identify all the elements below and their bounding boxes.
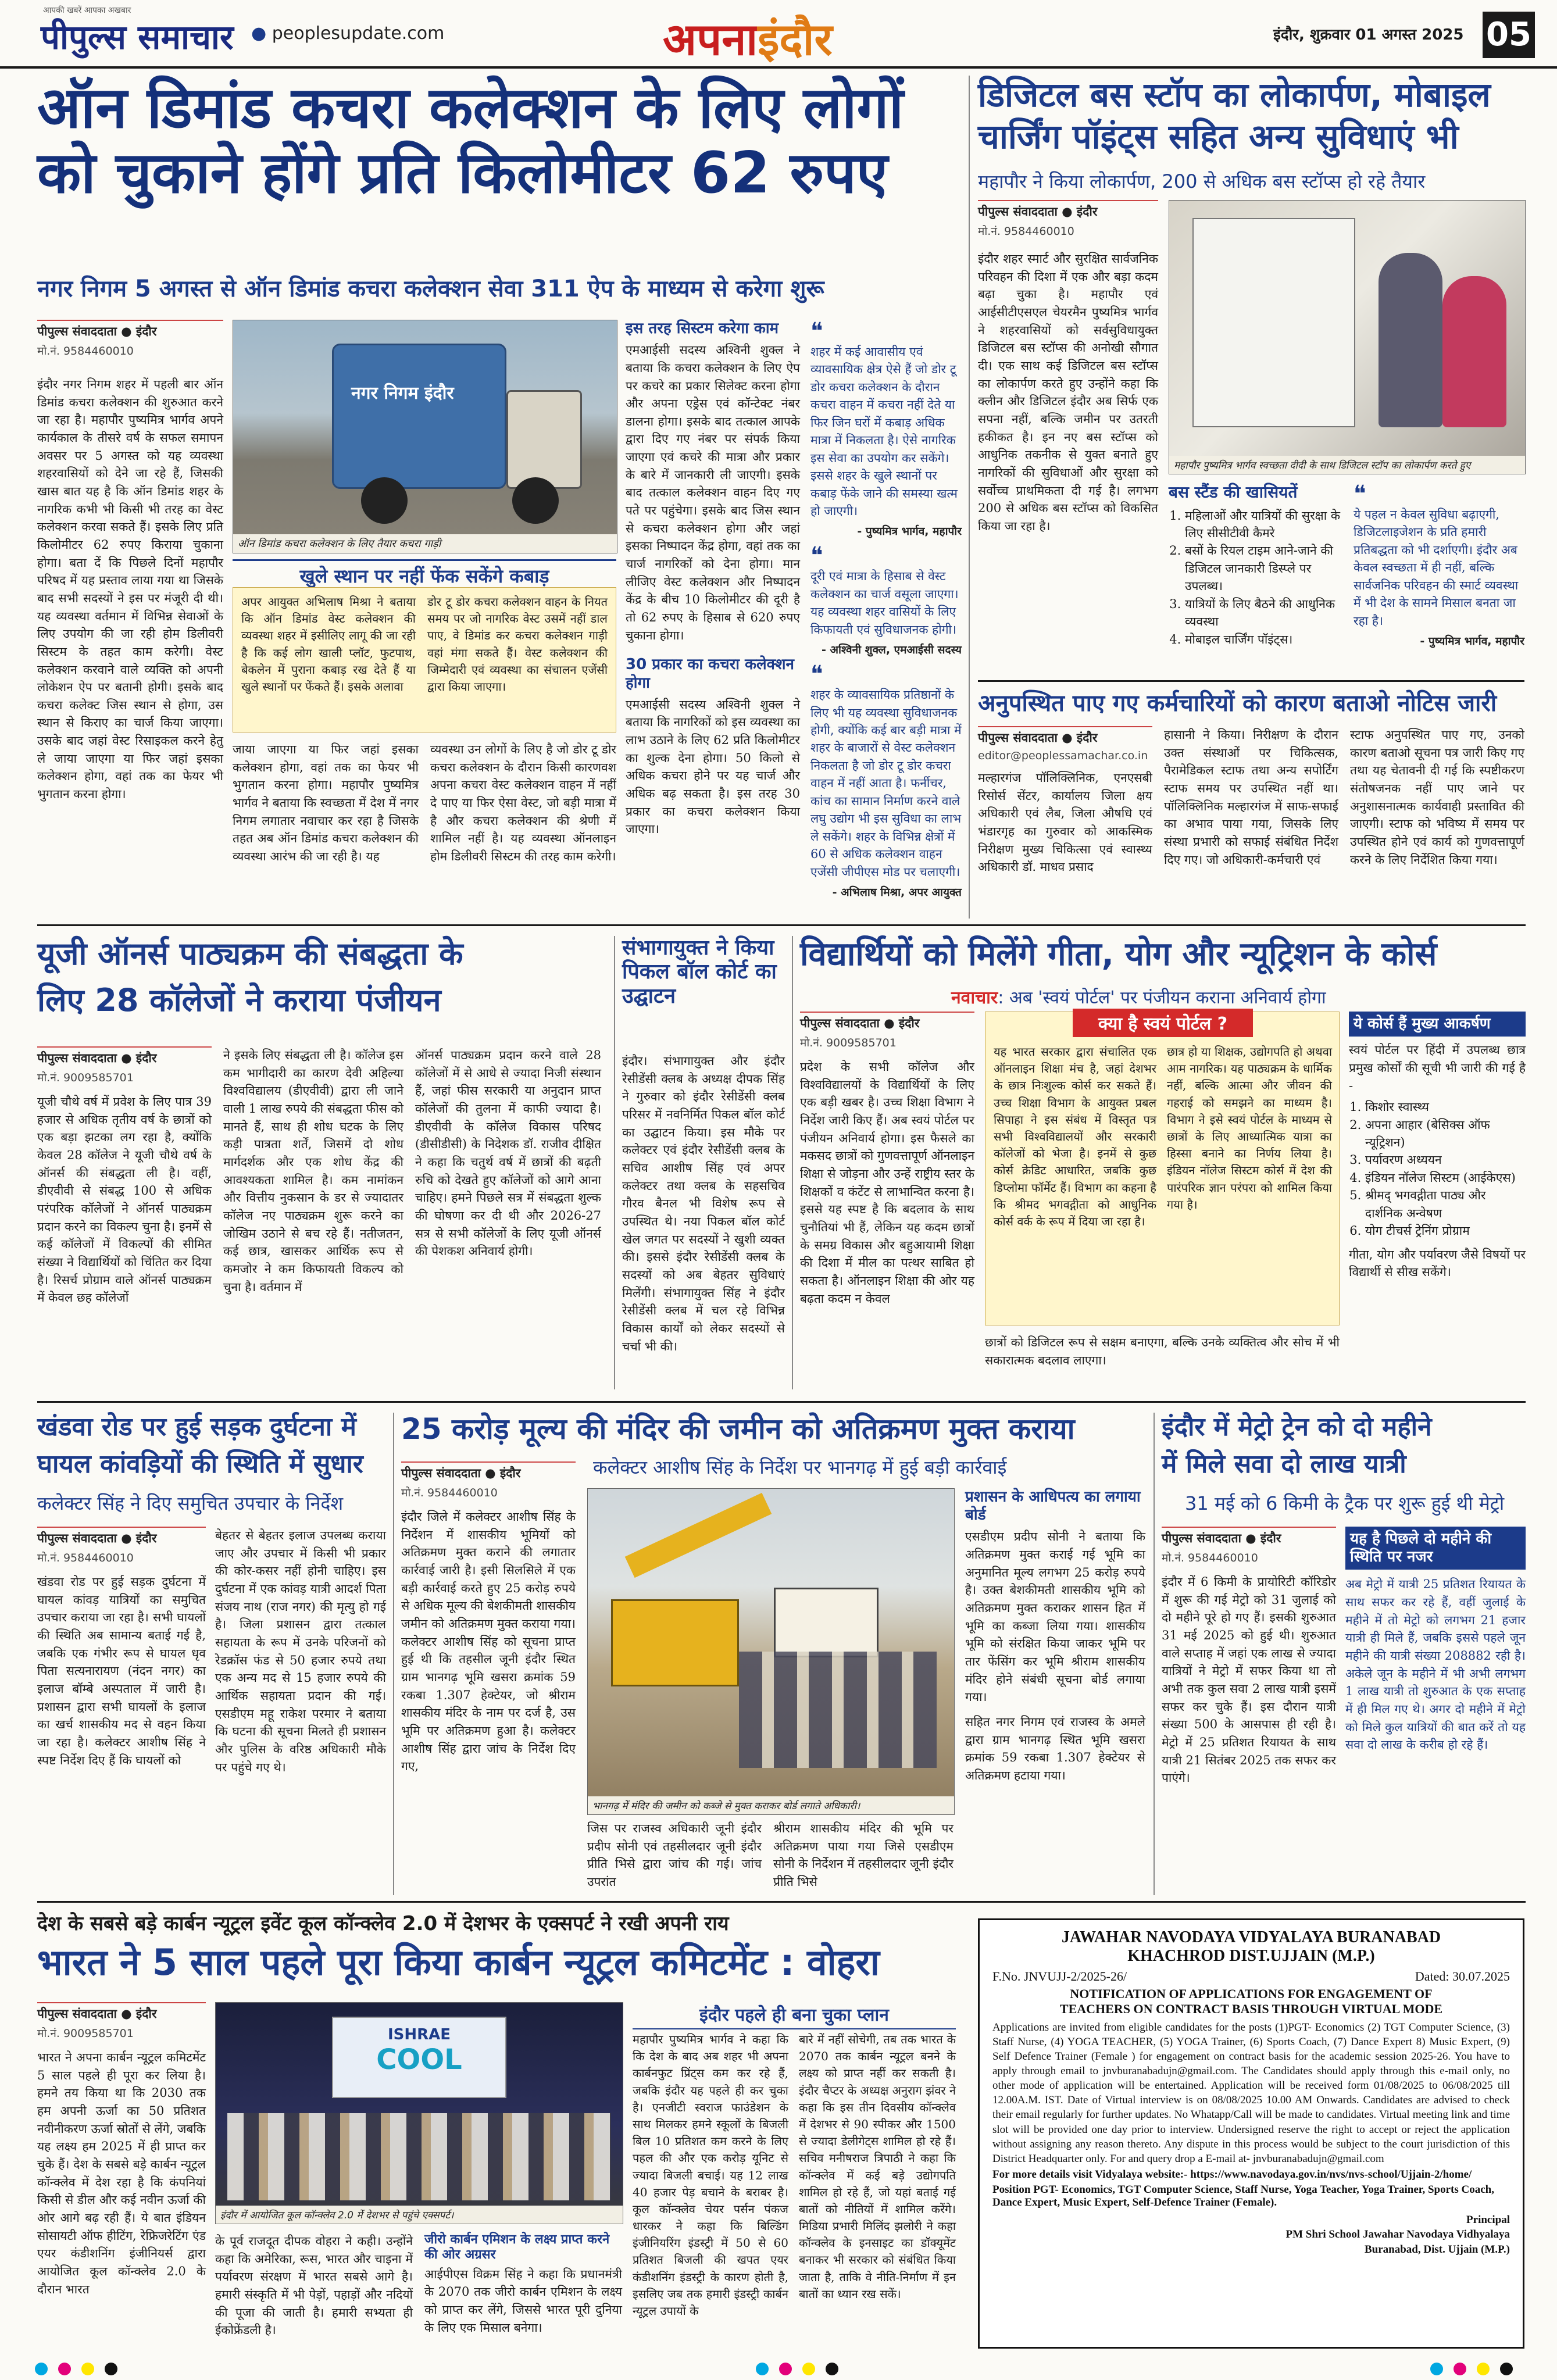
swayam-col2: छात्र हो या शिक्षक, उद्योगपति हो अथवा आम नागरिक। यह पाठ्यक्रम के धार्मिक नहीं, बल्कि आत्मा और जीवन की गहराई को समझने का माध्यम है। विभाग ने इसे स्वयं पोर्टल के माध्यम से छात्रों के लिए आध्यात्मिक यात्रा का हिस्सा बनाने का निर्णय लिया है। इंडियन नॉलेज सिस्टम कोर्स में देश की पारंपरिक ज्ञान परंपरा को शामिल किया गया है। <box>1167 1045 1332 1212</box>
registration-mark-cyan <box>1430 2363 1443 2375</box>
notice-title-line2: KHACHROD DIST.UJJAIN (M.P.) <box>1127 1947 1375 1965</box>
carbon-kicker: देश के सबसे बड़े कार्बन न्यूट्रल इवेंट कूल कॉन्क्लेव 2.0 में देशभर के एक्सपर्ट ने रखी अपनी राय <box>37 1912 729 1935</box>
excavator-body <box>611 1599 739 1686</box>
notice-title-line1: JAWAHAR NAVODAYA VIDYALAYA BURANABAD <box>1061 1928 1441 1946</box>
students-col2: छात्रों को डिजिटल रूप से सक्षम बनाएगा, बल्कि उनके व्यक्तित्व और सोच में भी सकारात्मक बदलाव लाएगा। <box>985 1335 1340 1367</box>
registration-mark-yellow <box>802 2363 815 2375</box>
absent-col2: हासानी ने किया। निरीक्षण के दौरान उक्त संस्थाओं पर चिकित्सक, पैरामेडिकल स्टाफ तथा अन्य सपोर्टिंग स्टाफ समय पर उपस्थित नहीं था। पॉलिक्लिनिक मल्हारगंज में साफ-सफाई का अभाव पाया गया, जिसके लिए संस्था प्रभारी को सफाई संबंधित निर्देश दिए गए। जो अधिकारी-कर्मचारी एवं <box>1164 728 1338 867</box>
plan-box-title: इंदौर पहले ही बना चुका प्लान <box>633 2002 956 2029</box>
lead-byline: पीपुल्स संवाददाता ● इंदौर <box>37 320 223 340</box>
column-divider <box>1154 1413 1155 1895</box>
courses-list <box>1349 1098 1526 1240</box>
column-divider <box>393 1413 394 1895</box>
temple-foot1: जिस पर राजस्व अधिकारी जूनी इंदौर प्रदीप सोनी एवं तहसीलदार जूनी इंदौर प्रीति भिसे द्वारा जांच की गई। जांच उपरांत <box>587 1821 762 1889</box>
metro-col1: पीपुल्स संवाददाता ● इंदौर मो.नं. 9584460010 इंदौर में 6 किमी के प्रायोरिटी कॉरिडोर में शुरू की गई मेट्रो को 31 जुलाई को दो महीने पूरे हो गए हैं। इसकी शुरुआत 31 मई 2025 को हुई थी। शुरुआत वाले सप्ताह में जहां एक लाख से ज्यादा यात्रियों ने मेट्रो में सफर किया था तो अभी तक कुल सवा 2 लाख यात्री इसमें सफर कर चुके हैं। इस दौरान यात्री संख्या 500 के आसपास ही रही है। मेट्रो में 25 प्रतिशत रियायत के साथ यात्री 21 सितंबर 2025 तक सफर कर पाएंगे। <box>1162 1527 1336 1895</box>
section-title <box>663 8 833 68</box>
mayor-figure <box>1379 253 1442 427</box>
bus-feature-item: 1. महिलाओं और यात्रियों की सुरक्षा के लिए सीसीटीवी कैमरे <box>1185 507 1343 542</box>
column-divider <box>969 76 970 919</box>
truck-cab <box>506 390 582 489</box>
metro-headline-line2: में मिले सवा दो लाख यात्री <box>1162 1449 1406 1479</box>
column-divider <box>792 936 793 1389</box>
swayam-box <box>985 1012 1340 1325</box>
course-item: 2. अपना आहार (बेसिक्स ऑफ न्यूट्रिशन) <box>1365 1116 1526 1152</box>
bus-features <box>1169 483 1343 657</box>
ug-story <box>37 936 607 1395</box>
temple-photo <box>587 1488 955 1815</box>
courses-outro: गीता, योग और पर्यावरण जैसे विषयों पर विद्यार्थी से सीख सकेंगे। <box>1349 1247 1526 1280</box>
temple-side: प्रशासन के आधिपत्य का लगाया बोर्ड एसडीएम प्रदीप सोनी ने बताया कि अतिक्रमण मुक्त कराई गई भूमि का अनुमानित मूल्य लगभग 25 करोड़ रुपये है। उक्त बेशकीमती शासकीय भूमि को अतिक्रमण मुक्त कराकर शासन हित में भूमि का कब्जा लिया गया। शासकीय भूमि को संरक्षित किया जाकर भूमि पर तार फेंसिंग कर भूमि श्रीराम शासकीय मंदिर होने संबंधी सूचना बोर्ड लगाया गया। सहित नगर निगम एवं राजस्व के अमले द्वारा ग्राम भानगढ़ स्थित भूमि खसरा क्रमांक 59 रकबा 1.307 हेक्टेयर से अतिक्रमण हटाया गया। <box>965 1488 1145 1782</box>
lead-quote-commissioner: शहर के व्यावसायिक प्रतिष्ठानों के लिए भी यह व्यवस्था सुविधाजनक होगी, क्योंकि कई बार बड़ी मात्रा में शहर के बाजारों से वेस्ट कलेक्शन निकलता है जो डोर टू डोर कचरा वाहन में नहीं आता है। फर्नीचर, कांच का सामान निर्माण करने वाले लघु उद्योग भी इस सुविधा का लाभ ले सकेंगे। शहर के विभिन्न क्षेत्रों में 60 से अधिक कलेक्शन वाहन एजेंसी जीपीएस मोड पर चलाएगी। <box>810 688 962 879</box>
temple-col1: पीपुल्स संवाददाता ● इंदौर मो.नं. 9584460010 इंदौर जिले में कलेक्टर आशीष सिंह के निर्देशन में शासकीय भूमियों को अतिक्रमण मुक्त कराने की लगातार कार्रवाई जारी है। इसी सिलसिले में एक बड़ी कार्रवाई करते हुए 25 करोड़ रुपये से अधिक मूल्य की बेशकीमती शासकीय जमीन को अतिक्रमण मुक्त कराया गया। कलेक्टर आशीष सिंह को सूचना प्राप्त हुई थी कि तहसील जूनी इंदौर स्थित ग्राम भानगढ़ भूमि खसरा क्रमांक 59 रकबा 1.307 हेक्टेयर, जो श्रीराम शासकीय मंदिर के नाम पर दर्ज है, उस भूमि पर अतिक्रमण हुआ है। कलेक्टर आशीष सिंह द्वारा जांच के निर्देश दिए गए, <box>401 1461 576 1810</box>
registration-mark-cyan <box>35 2363 48 2375</box>
course-item: 4. इंडियन नॉलेज सिस्टम (आईकेएस) <box>1365 1169 1526 1187</box>
absent-story <box>978 680 1524 919</box>
ug-col1: पीपुल्स संवाददाता ● इंदौर मो.नं. 9009585701 यूजी चौथे वर्ष में प्रवेश के लिए पात्र 39 हजार से अधिक तृतीय वर्ष के छात्रों को एक बड़ा झटका लग रहा है, क्योंकि केवल 28 कॉलेज ने यूजी चौथे वर्ष के ऑनर्स की संबद्धता ली है। वहीं, डीएवीवी से संबद्ध 100 से अधिक परंपरिक कॉलेजों ने ऑनर्स पाठ्यक्रम प्रदान करने का विकल्प चुना है। इनमें से कई कॉलेजों में विकल्पों की सीमित संख्या ने विद्यार्थियों को चिंतित कर दिया है। रिसर्च प्रोग्राम वाले ऑनर्स पाठ्यक्रम में केवल छह कॉलेजों <box>37 1046 212 1395</box>
globe-icon: ● <box>251 23 267 44</box>
truck-text: नगर निगम इंदौर <box>351 383 454 403</box>
absent-headline: अनुपस्थित पाए गए कर्मचारियों को कारण बताओ नोटिस जारी <box>978 690 1497 717</box>
lead-quote-mayor-by: - पुष्यमित्र भार्गव, महापौर <box>857 525 962 538</box>
bus-headline-line2: चार्जिंग पॉइंट्स सहित अन्य सुविधाएं भी <box>978 117 1459 156</box>
carbon-col1: पीपुल्स संवाददाता ● इंदौर मो.नं. 9009585701 भारत ने अपना कार्बन न्यूट्रल कमिटमेंट 5 साल पहले ही पूरा कर लिया है। हमने तय किया था कि 2030 तक हम अपनी ऊर्जा का 50 प्रतिशत नवीनीकरण ऊर्जा स्रोतों से लेंगे, जबकि यह लक्ष्य हम 2025 में ही प्राप्त कर चुके हैं। देश के सबसे बड़े कार्बन न्यूट्रल कॉन्क्लेव में देश रहा है कि कंपनियां किसी से डील और कई नवीन ऊर्जा की ओर आगे बढ़ रही हैं। ये बात इंडियन सोसायटी ऑफ हीटिंग, रेफ्रिजरेटिंग एंड एयर कंडीशनिंग इंजीनियर्स द्वारा आयोजित कूल कॉन्क्लेव 2.0 के दौरान भारत <box>37 2002 206 2351</box>
bus-photo <box>1169 200 1526 474</box>
carbon-photo-caption: इंदौर में आयोजित कूल कॉन्क्लेव 2.0 में देशभर से पहुंचे एक्सपर्ट। <box>216 2206 623 2224</box>
registration-mark-magenta <box>58 2363 71 2375</box>
column-divider <box>614 936 615 1389</box>
notice-signature <box>992 2213 1510 2257</box>
lead-photo <box>233 320 617 553</box>
lead-box-col1: अपर आयुक्त अभिलाष मिश्रा ने बताया कि ऑन डिमांड वेस्ट कलेक्शन की व्यवस्था शहर में इसीलिए लागू की जा रही है कि कई लोग खाली प्लॉट, फुटपाथ, बेकलेन में पुराना कबाड़ रख देते हैं या खुले स्थानों पर फेंकते हैं। इसके अलावा <box>241 595 416 694</box>
signboard <box>774 1588 879 1657</box>
carbon-headline: भारत ने 5 साल पहले पूरा किया कार्बन न्यूट्रल कमिटमेंट : वोहरा <box>37 1941 880 1984</box>
woman-figure <box>1442 276 1506 427</box>
lead-quotes <box>810 320 962 901</box>
bus-feature-item: 2. बसों के रियल टाइम आने-जाने की डिजिटल जानकारी डिस्प्ले पर उपलब्ध। <box>1185 542 1343 595</box>
lead-col1-text: इंदौर नगर निगम शहर में पहली बार ऑन डिमांड कचरा कलेक्शन की शुरुआत करने जा रहा है। महापौर पुष्यमित्र भार्गव अपने कार्यकाल के तीसरे वर्ष के सफल समापन अवसर पर 5 अगस्त को यह व्यवस्था शहरवासियों को देने जा रहे हैं, जिसकी खास बात यह है कि ऑन डिमांड शहर के नागरिक कभी भी किसी भी तरह का वेस्ट कलेक्शन करवा सकते हैं। इसके लिए प्रति किलोमीटर 62 रुपए किराया चुकाना होगा। बता दें कि पिछले दिनों महापौर परिषद में यह प्रस्ताव लाया गया था जिसके बाद सभी सदस्यों ने इस पर मंजूरी दी थी। यह व्यवस्था वर्तमान में विभिन्न सेवाओं के लिए उपयोग की जा रही होम डिलीवरी सिस्टम के तहत काम करेगी। वेस्ट कलेक्शन करवाने वाले व्यक्ति को अपनी लोकेशन ऐप पर बतानी होगी। इसके बाद कचरा कलेक्ट जिस स्थान से होगा, उस स्थान से किराए का चार्ज किया जाएगा। उसके बाद जहां वेस्ट रिसाइकल करने हेतु ले जाया जाएगा या फिर जहां इसका कलेक्शन होगा, वहां तक का फेयर भी भुगतान करना होगा। <box>37 377 223 802</box>
lead-col4 <box>626 320 800 901</box>
notice-sign-school: PM Shri School Jawahar Navodaya Vidhyalaya <box>1285 2228 1510 2241</box>
paper-logo: पीपुल्स समाचार <box>41 17 234 57</box>
absent-email: editor@peoplessamachar.co.in <box>978 749 1148 762</box>
course-item: 3. पर्यावरण अध्ययन <box>1365 1151 1526 1168</box>
courses-intro: स्वयं पोर्टल पर हिंदी में उपलब्ध छात्र प्रमुख कोर्सों की सूची भी जारी की गई है - <box>1349 1043 1526 1093</box>
lead-headline-line1: ऑन डिमांड कचरा कलेक्शन के लिए लोगों <box>37 75 904 141</box>
temple-story <box>401 1413 1145 1895</box>
section-rule <box>37 924 1526 926</box>
lead-quote-commissioner-by: - अभिलाष मिश्रा, अपर आयुक्त <box>832 885 962 899</box>
swayam-box-title: क्या है स्वयं पोर्टल ? <box>1073 1009 1253 1037</box>
jnv-notice <box>978 1918 1524 2349</box>
dignitaries-row <box>227 2113 611 2200</box>
course-item: 5. श्रीमद् भगवद्गीता पाठ्य और दार्शनिक अन्वेषण <box>1365 1187 1526 1222</box>
stage-brand: ISHRAE <box>387 2026 451 2043</box>
stage-screen <box>332 2017 506 2098</box>
khandwa-col2: बेहतर से बेहतर इलाज उपलब्ध कराया जाए और उपचार में किसी भी प्रकार की कोर-कसर नहीं होनी चाहिए। इस दुर्घटना में एक कांवड़ यात्री आदर्श पिता संजय नाथ (राज नगर) की मृत्यु हो गई है। जिला प्रशासन द्वारा तत्काल सहायता के रूप में उनके परिजनों को रेडक्रॉस फंड से 50 हजार रुपये तथा एक अन्य मद से 15 हजार रुपये की आर्थिक सहायता प्रदान की गई। एसडीएम महू राकेश परमार ने बताया कि घटना की सूचना मिलते ही प्रशासन और पुलिस के वरिष्ठ अधिकारी मौके पर पहुंचे गए थे। <box>215 1528 386 1774</box>
course-item: 6. योग टीचर्स ट्रेनिंग प्रोग्राम <box>1365 1222 1526 1239</box>
registration-mark-yellow <box>1477 2363 1490 2375</box>
lead-photo-caption: ऑन डिमांड कचरा कलेक्शन के लिए तैयार कचरा गाड़ी <box>233 534 617 553</box>
pickle-text-col: इंदौर। संभागायुक्त और इंदौर रेसीडेंसी क्लब के अध्यक्ष दीपक सिंह ने गुरुवार को इंदौर रेसीडेंसी क्लब परिसर में नवनिर्मित पिकल बॉल कोर्ट का उद्घाटन किया। इस मौके पर कलेक्टर एवं इंदौर रेसीडेंसी क्लब के सचिव आशीष सिंह एवं अपर कलेक्टर तथा क्लब के सहसचिव गौरव बैनल भी विशेष रूप से उपस्थित थे। नया पिकल बॉल कोर्ट खेल जगत पर सदस्यों ने खुशी व्यक्त की। इससे इंदौर रेसीडेंसी क्लब के सदस्यों को अब बेहतर सुविधाएं मिलेंगी। संभागायुक्त सिंह ने इंदौर रेसीडेंसी क्लब में चल रहे विभिन्न विकास कार्यों को लेकर सदस्यों से चर्चा भी की। <box>622 1054 785 1353</box>
website-text: peoplesupdate.com <box>272 23 445 44</box>
section-title-part2: इंदौर <box>758 13 833 65</box>
lead-mobile: मो.नं. 9584460010 <box>37 345 134 358</box>
page-number: 05 <box>1483 12 1535 58</box>
carbon-photo <box>215 2002 623 2224</box>
plan-col2: बारे में नहीं सोचेगी, तब तक भारत के 2070 तक कार्बन न्यूट्रल बनने के लक्ष्य को प्राप्त नहीं कर सकती है। इंदौर चैप्टर के अध्यक्ष अनुराग झंवर ने कहा कि इस तीन दिवसीय कॉन्क्लेव में देशभर से 90 स्पीकर और 1500 से ज्यादा डेलीगेट्स शामिल हो रहे हैं। सचिव मनीषराज त्रिपाठी ने कहा कि कॉन्क्लेव में कई बड़े उद्योगपति शामिल हो रहे हैं, जो यहां बताई गई बातों को नीतियों में शामिल करेंगे। मिडिया प्रभारी मिलिंद झलोरी ने कहा कॉन्क्लेव के इनसाइट का डॉक्यूमेंट बनाकर भी सरकार को संबंधित किया जाता है, ताकि वे नीति-निर्माण में इन बातों का ध्यान रख सकें। <box>799 2032 956 2301</box>
swayam-col1: यह भारत सरकार द्वारा संचालित एक ऑनलाइन शिक्षा मंच है, जहां देशभर के छात्र निःशुल्क कोर्स कर सकते हैं। उच्च शिक्षा विभाग के आयुक्त प्रबल सिपाहा ने इस संबंध में विस्तृत पत्र सभी विश्वविद्यालयों और सरकारी कॉलेजों को भेजा है। इनमें से कुछ कोर्स क्रेडिट आधारित, जबकि कुछ डिप्लोमा फॉर्मेट हैं। विभाग का कहना है कि श्रीमद भगवद्गीता को आधुनिक कोर्स वर्क के रूप में दिया जा रहा है। <box>994 1045 1156 1228</box>
section-rule <box>37 1901 1526 1903</box>
khandwa-story <box>37 1413 386 1895</box>
notice-sign-principal: Principal <box>1466 2213 1510 2226</box>
registration-mark-black <box>826 2363 838 2375</box>
metro-box-title: यह है पिछले दो महीने की स्थिति पर नजर <box>1345 1527 1526 1570</box>
plan-col1: महापौर पुष्यमित्र भार्गव ने कहा कि कि देश के बाद अब शहर भी अपना कार्बनफुट प्रिंट्स कम कर रहे हैं, जबकि इंदौर यह पहले ही कर चुका है। एनजीटी स्वराज फाउंडेशन के साथ मिलकर हमने स्कूलों के बिजली बिल 10 प्रतिशत कम करने के लिए पहल की और एक करोड़ यूनिट से ज्यादा बिजली बचाई। यह 12 लाख 40 हजार पेड़ बचाने के बराबर है। कूल कॉन्क्लेव चेयर पर्सन पंकज धारकर ने कहा कि बिल्डिंग इंजीनियरिंग इंडस्ट्री में 50 से 60 प्रतिशत बिजली की खपत एयर कंडीशनिंग इंडस्ट्री के कारण होती है, इसलिए जब तक हमारी इंडस्ट्री कार्बन न्यूट्रल उपायों के <box>633 2032 788 2318</box>
lead-story <box>37 76 962 901</box>
carbon-col3: जीरो कार्बन एमिशन के लक्ष्य प्राप्त करने की ओर अग्रसर आईपीएस विक्रम सिंह ने कहा कि प्रधानमंत्री के 2070 तक जीरो कार्बन एमिशन के लक्ष्य को प्राप्त कर लेंगे, जिससे भारत पूरी दुनिया के लिए एक मिसाल बनेगा। <box>424 2232 622 2335</box>
bus-features-title: बस स्टैंड की खासियतें <box>1169 483 1298 502</box>
metro-box: यह है पिछले दो महीने की स्थिति पर नजर अब मेट्रो में यात्री 25 प्रतिशत रियायत के साथ सफर कर रहे हैं, वहीं जुलाई के महीने में तो मेट्रो को लगभग 21 हजार यात्री ही मिले हैं, जबकि इससे पहले जून महीने की यात्री संख्या 208882 रही है। अकेले जून के महीने में भी अभी लगभग 1 लाख यात्री तो शुरुआत के एक सप्ताह में ही मिल गए थे। अगर दो महीने में मेट्रो को मिले कुल यात्रियों की बात करें तो यह सवा दो लाख के करीब हो रहे हैं। <box>1345 1527 1526 1895</box>
lead-col1 <box>37 320 223 901</box>
ug-headline-line2: लिए 28 कॉलेजों ने कराया पंजीयन <box>37 982 441 1019</box>
students-deck <box>951 985 1521 1009</box>
courses-box <box>1349 1012 1526 1395</box>
officials-group <box>739 1652 937 1768</box>
quote-icon: ❝ <box>810 318 823 345</box>
pickle-headline: संभागायुक्त ने किया पिकल बॉल कोर्ट का उद्घाटन <box>622 936 777 1008</box>
bus-deck: महापौर ने किया लोकार्पण, 200 से अधिक बस स्टॉप्स हो रहे तैयार <box>978 170 1426 192</box>
students-headline: विद्यार्थियों को मिलेंगे गीता, योग और न्यूट्रिशन के कोर्स <box>800 935 1437 973</box>
khandwa-deck: कलेक्टर सिंह ने दिए समुचित उपचार के निर्देश <box>37 1492 344 1514</box>
metro-story <box>1162 1413 1526 1895</box>
registration-bar <box>0 2358 1557 2380</box>
students-story <box>800 936 1526 1395</box>
bus-feature-item: 4. मोबाइल चार्जिंग पॉइंट्स। <box>1185 631 1343 648</box>
carbon-col2: के पूर्व राजदूत दीपक वोहरा ने कही। उन्होंने कहा कि अमेरिका, रूस, भारत और चाइना में पर्यावरण संरक्षण में भारत सबसे आगे है। हमारी संस्कृति में भी पेड़ों, पहाड़ों और नदियों की पूजा की जाती है। हमारी सभ्यता ही ईकोफ्रेंडली है। <box>215 2234 413 2338</box>
absent-col1: पीपुल्स संवाददाता ● इंदौर editor@peoplessamachar.co.in मल्हारगंज पॉलिक्लिनिक, एनएसबी रिसोर्स सेंटर, कार्यालय जिला क्षय अधिकारी एवं लैब, जिला औषधि एवं भंडारगृह का गुरुवार को आकस्मिक निरीक्षण मुख्य चिकित्सा एवं स्वास्थ्य अधिकारी डॉ. माधव प्रसाद <box>978 726 1152 912</box>
temple-photo-caption: भानगढ़ में मंदिर की जमीन को कब्जे से मुक्त कराकर बोर्ड लगाते अधिकारी। <box>588 1796 954 1814</box>
ug-col2: ने इसके लिए संबद्धता ली है। कॉलेज इस कम भागीदारी का कारण देवी अहिल्या विश्वविद्यालय (डीएवीवी) द्वारा ली जाने वाली 1 लाख रुपये की संबद्धता फीस को मानते हैं, साथ ही शोध घटक के लिए कड़ी पात्रता शर्तें, जिसमें दो शोध मार्गदर्शक और एक शोध केंद्र की आवश्यकता शामिल है। कम नामांकन और वित्तीय नुकसान के डर से ज्यादातर कॉलेज नए पाठ्यक्रम शुरू करने का जोखिम उठाने से बच रहे हैं। नतीजतन, कई छात्र, खासकर आर्थिक रूप से कमजोर ने कम किफायती विकल्प को चुना है। वर्तमान में <box>223 1048 403 1294</box>
registration-mark-black <box>105 2363 117 2375</box>
bus-feature-item: 3. यात्रियों के लिए बैठने की आधुनिक व्यवस्था <box>1185 595 1343 631</box>
notice-ref-row <box>992 1969 1510 1984</box>
lead-quote-mic: दूरी एवं मात्रा के हिसाब से वेस्ट कलेक्शन का चार्ज वसूला जाएगा। यह व्यवस्था शहर वासियों के लिए किफायती एवं सुविधाजनक होगी। <box>810 569 959 637</box>
notice-heading-line2: TEACHERS ON CONTRACT BASIS THROUGH VIRTUAL MODE <box>1059 2002 1443 2016</box>
khandwa-headline-line2: घायल कांवड़ियों की स्थिति में सुधार <box>37 1449 363 1479</box>
section-rule <box>37 1401 1526 1403</box>
lead-subhead-30types: 30 प्रकार का कचरा कलेक्शन होगा <box>626 656 794 692</box>
absent-col3: स्टाफ अनुपस्थित पाए गए, उनको कारण बताओ सूचना पत्र जारी किए गए तथा यह चेतावनी दी गई कि स्पष्टीकरण संतोषजनक नहीं पाए जाने पर अनुशासनात्मक कार्यवाही प्रस्तावित की जाएगी। स्टाफ को भविष्य में समय पर उपस्थित होने एवं कार्य को गुणवत्तापूर्ण करने के लिए निर्देशित किया गया। <box>1350 728 1524 867</box>
ug-col3: ऑनर्स पाठ्यक्रम प्रदान करने वाले 28 कॉलेजों में से आधे से ज्यादा निजी संस्थान हैं, जहां फीस सरकारी या अनुदान प्राप्त कॉलेजों की तुलना में काफी ज्यादा है। डीएवीवी के कॉलेज विकास परिषद (डीसीडीसी) के निदेशक डॉ. राजीव दीक्षित ने कहा कि चतुर्थ वर्ष में छात्रों की बढ़ती रुचि को देखते हुए कॉलेजों को आगे आना चाहिए। हमने पिछले सत्र में संबद्धता शुल्क की घोषणा कर दी थी और 2026-27 सत्र से सभी कॉलेजों के लिए यूजी ऑनर्स की पेशकश अनिवार्य होगी। <box>415 1048 601 1259</box>
metro-headline-line1: इंदौर में मेट्रो ट्रेन को दो महीने <box>1162 1412 1432 1442</box>
temple-subhead: प्रशासन के आधिपत्य का लगाया बोर्ड <box>965 1488 1141 1524</box>
masthead <box>0 0 1557 69</box>
stage-sub: COOL <box>376 2043 462 2076</box>
notice-body: Applications are invited from eligible candidates for the posts (1)PGT- Economics (2) TGT Computer Science, (3) Staff Nurse, (4) YOGA TEACHER, (5) YOGA Trainer, (6) Sports Coach, (7) Dance Expert 8) Music Expert, (9) Self Defence Trainer (Female ) for engagement on contract basis for the academic session 2025-26. You have to apply through email to jnvburanabadujn@gmail.com. The Candidates should apply through this e-mail only, no other mode of application will be entertained. Application will be received form 01/08/2025 to 06/08/2025 till 12.00A.M. IST. Date of Virtual interview is on 08/08/2025 10.00 AM Onwards. Candidates are advised to check their email regularly for further updates. No Whatapp/Call will be made to candidates. Virtual meeting link and time slot will be provided one day prior to interview. Undersigned reserve the right to accept or reject the application without assigning any reason thereto. Any dispute in this process would be subject to the court jurisdiction of this District Headquarter only. For and query drop a E-mail at- jnvburanabadujn@gmail.com <box>992 2021 1510 2165</box>
lead-col2b: जाया जाएगा या फिर जहां इसका कलेक्शन होगा, वहां तक का फेयर भी भुगतान करना होगा। महापौर पुष्यमित्र भार्गव ने बताया कि स्वच्छता में देश में नगर निगम लगातार नवाचार कर रहा है जिसके तहत अब ऑन डिमांड कचरा कलेक्शन की व्यवस्था आरंभ की जा रही है। यह <box>233 742 419 863</box>
carbon-story <box>37 1909 956 2351</box>
students-deck-text: : अब 'स्वयं पोर्टल' पर पंजीयन कराना अनिवार्य होगा <box>998 988 1326 1008</box>
lead-quote-mic-by: - अश्विनी शुक्ल, एमआईसी सदस्य <box>822 644 962 657</box>
lead-box-col2: डोर टू डोर कचरा कलेक्शन वाहन के नियत समय पर जो नागरिक वेस्ट उसमें नहीं डाल पाए, वे डिमांड कर कचरा कलेक्शन गाड़ी वहां मंगा सकते हैं। वेस्ट कलेक्शन की जिम्मेदारी एवं व्यवस्था का संचालन एजेंसी द्वारा किया जाएगा। <box>427 595 608 694</box>
students-tag: नवाचार <box>951 988 998 1008</box>
lead-deck: नगर निगम 5 अगस्त से ऑन डिमांड कचरा कलेक्शन सेवा 311 ऐप के माध्यम से करेगा शुरू <box>37 276 824 302</box>
notice-positions: Position PGT- Economics, TGT Computer Science, Staff Nurse, Yoga Teacher, Yoga Trainer, Sports Coach, Dance Expert, Music Expert, Self-Defence Trainer (Female). <box>992 2183 1494 2209</box>
bus-headline-line1: डिजिटल बस स्टॉप का लोकार्पण, मोबाइल <box>978 75 1491 115</box>
metro-deck: 31 मई को 6 किमी के ट्रैक पर शुरू हुई थी मेट्रो <box>1185 1492 1505 1514</box>
carbon-subhead: जीरो कार्बन एमिशन के लक्ष्य प्राप्त करने की ओर अग्रसर <box>424 2232 610 2263</box>
quote-icon: ❝ <box>810 661 823 688</box>
notice-heading-line1: NOTIFICATION OF APPLICATIONS FOR ENGAGEMENT OF <box>1070 1986 1433 2001</box>
registration-mark-yellow <box>81 2363 94 2375</box>
khandwa-headline-line1: खंडवा रोड पर हुई सड़क दुर्घटना में <box>37 1412 356 1442</box>
bus-stop-panel <box>1192 218 1355 427</box>
truck-wheel <box>361 477 408 524</box>
quote-icon: ❝ <box>1354 481 1366 508</box>
registration-mark-cyan <box>756 2363 769 2375</box>
masthead-tagline: आपकी खबरें आपका अखबार <box>43 6 131 15</box>
course-item: 1. किशोर स्वास्थ्य <box>1365 1098 1526 1116</box>
bus-features-list <box>1169 507 1343 649</box>
ug-headline-line1: यूजी ऑनर्स पाठ्यक्रम की संबद्धता के <box>37 935 463 972</box>
temple-headline: 25 करोड़ मूल्य की मंदिर की जमीन को अतिक्रमण मुक्त कराया <box>401 1412 1075 1446</box>
lead-col3b: व्यवस्था उन लोगों के लिए है जो डोर टू डोर कचरा कलेक्शन के दौरान किसी कारणवश अपना कचरा वेस्ट कलेक्शन वाहन में नहीं दे पाए या फिर ऐसा वेस्ट, जो बड़ी मात्रा में है और कचरा कलेक्शन की श्रेणी में शामिल नहीं है। यह व्यवस्था ऑनलाइन होम डिलीवरी सिस्टम की तरह काम करेगी। <box>430 742 616 863</box>
temple-deck: कलेक्टर आशीष सिंह के निर्देश पर भानगढ़ में हुई बड़ी कार्रवाई <box>593 1456 1007 1478</box>
notice-date: Dated: 30.07.2025 <box>1415 1969 1510 1984</box>
excavator-arm <box>625 1493 772 1578</box>
lead-quote-mayor: शहर में कई आवासीय एवं व्यावसायिक क्षेत्र ऐसे हैं जो डोर टू डोर कचरा कलेक्शन के दौरान कचरा वाहन में कचरा नहीं देते या फिर जिन घरों में कबाड़ अधिक मात्रा में निकलता है। ऐसे नागरिक इस सेवा का उपयोग कर सकेंगे। इससे शहर के खुले स्थानों पर कबाड़ फेंके जाने की समस्या खत्म हो जाएगी। <box>810 345 958 518</box>
lead-subhead-system-text: एमआईसी सदस्य अश्विनी शुक्ल ने बताया कि कचरा कलेक्शन के लिए ऐप पर कचरे का प्रकार सिलेक्ट करना होगा और अपना एड्रेस एवं कॉन्टेक्ट नंबर डालना होगा। इसके बाद तत्काल आपके द्वारा दिए गए नंबर पर संपर्क किया जाएगा एवं कचरे की मात्रा और प्रकार के बारे में जानकारी ली जाएगी। इसके बाद तत्काल कलेक्शन वाहन दिए गए पते पर पहुंचेगा। इसके बाद जिस स्थान से कचरा कलेक्शन होगा और जहां इसका निष्पादन केंद्र होगा, वहां तक का चार्ज नागरिकों को देना होगा। मान लीजिए वेस्ट कलेक्शन और निष्पादन केंद्र के बीच 10 किलोमीटर की दूरी है तो 62 रुपए के हिसाब से 620 रुपए चुकाना होगा। <box>626 343 800 642</box>
section-title-part1: अपना <box>663 13 758 65</box>
lead-box <box>233 587 616 732</box>
pickle-story <box>622 936 785 1395</box>
bus-col1: पीपुल्स संवाददाता ● इंदौर मो.नं. 9584460010 इंदौर शहर स्मार्ट और सुरक्षित सार्वजनिक परिवहन की दिशा में एक और बड़ा कदम बढ़ा चुका है। महापौर एवं आईसीटीएसएल चेयरमैन पुष्यमित्र भार्गव ने शहरवासियों को सर्वसुविधायुक्त डिजिटल बस स्टॉप्स की अनोखी सौगात दी। एक साथ कई डिजिटल बस स्टॉप्स का लोकार्पण करते हुए उन्होंने कहा कि क्लीन और डिजिटल इंदौर अब सिर्फ एक सपना नहीं, बल्कि जमीन पर उतरती हकीकत है। इन नए बस स्टॉप्स को आधुनिक तकनीक से युक्त बनाते हुए नागरिकों की सुविधाओं और सुरक्षा को सर्वोच्च प्राथमिकता दी गई है। लगभग 200 से अधिक बस स्टॉप्स को विकसित किया जा रहा है। <box>978 200 1158 526</box>
lead-box-title: खुले स्थान पर नहीं फेंक सकेंगे कबाड़ <box>233 559 616 588</box>
notice-website[interactable]: For more details visit Vidyalaya website:- https://www.navodaya.gov.in/nvs/nvs-school/Ujjain-2/home/ <box>992 2168 1472 2181</box>
registration-mark-black <box>1500 2363 1513 2375</box>
quote-icon: ❝ <box>810 542 823 570</box>
website-link[interactable] <box>251 23 444 44</box>
notice-file-no: F.No. JNVUJJ-2/2025-26/ <box>992 1969 1127 1984</box>
khandwa-col1: पीपुल्स संवाददाता ● इंदौर मो.नं. 9584460010 खंडवा रोड पर हुई सड़क दुर्घटना में घायल कांवड़ यात्रियों का समुचित उपचार कराया जा रहा है। सभी घायलों की स्थिति अब सामान्य बताई गई है, जबकि एक गंभीर रूप से घायल धृव पिता सत्यनारायण (नंदन नगर) का इलाज बॉम्बे अस्पताल में जारी है। प्रशासन द्वारा सभी घायलों के इलाज का खर्च शासकीय मद से वहन किया जा रहा है। कलेक्टर आशीष सिंह ने स्पष्ट निर्देश दिए हैं कि घायलों को <box>37 1527 206 1895</box>
lead-subhead-system: इस तरह सिस्टम करेगा काम <box>626 320 779 337</box>
bus-photo-caption: महापौर पुष्यमित्र भार्गव स्वच्छता दीदी के साथ डिजिटल स्टॉप का लोकार्पण करते हुए <box>1169 456 1525 474</box>
lead-subhead-30types-text: एमआईसी सदस्य अश्विनी शुक्ल ने बताया कि नागरिकों को इस व्यवस्था का लाभ उठाने के लिए 62 प्रति किलोमीटर का शुल्क देना होगा। 50 किलो से अधिक कचरा होने पर यह चार्ज और अधिक बढ़ सकता है। इस तरह 30 प्रकार का कचरा कलेक्शन किया जाएगा। <box>626 697 800 837</box>
garbage-truck <box>332 344 506 489</box>
registration-mark-magenta <box>1454 2363 1466 2375</box>
truck-wheel <box>512 477 559 524</box>
bus-text: इंदौर शहर स्मार्ट और सुरक्षित सार्वजनिक परिवहन की दिशा में एक और बड़ा कदम बढ़ा चुका है। महापौर एवं आईसीटीएसएल चेयरमैन पुष्यमित्र भार्गव ने शहरवासियों को सर्वसुविधायुक्त डिजिटल बस स्टॉप्स की अनोखी सौगात दी। एक साथ कई डिजिटल बस स्टॉप्स का लोकार्पण करते हुए उन्होंने कहा कि क्लीन और डिजिटल इंदौर अब सिर्फ एक सपना नहीं, बल्कि जमीन पर उतरती हकीकत है। इन नए बस स्टॉप्स को आधुनिक तकनीक से युक्त बनाते हुए नागरिकों की सुविधाओं और सुरक्षा को सर्वोच्च प्राथमिकता दी गई है। लगभग 200 से अधिक बस स्टॉप्स को विकसित किया जा रहा है। <box>978 252 1158 533</box>
courses-title: ये कोर्स हैं मुख्य आकर्षण <box>1349 1012 1526 1037</box>
temple-foot2: श्रीराम शासकीय मंदिर की भूमि पर अतिक्रमण पाया गया जिसे एसडीएम सोनी के निर्देशन में तहसीलदार जूनी इंदौर प्रीति भिसे <box>773 1821 954 1889</box>
notice-sign-address: Buranabad, Dist. Ujjain (M.P.) <box>1364 2243 1510 2256</box>
issue-date: इंदौर, शुक्रवार 01 अगस्त 2025 <box>1273 26 1464 44</box>
lead-headline-line2: को चुकाने होंगे प्रति किलोमीटर 62 रुपए <box>37 140 888 206</box>
bus-quote: ❝ ये पहल न केवल सुविधा बढ़ाएगी, डिजिटलाइजेशन के प्रति हमारी प्रतिबद्धता को भी दर्शाएगी। इंदौर अब केवल स्वच्छता में ही नहीं, बल्कि सार्वजनिक परिवहन की स्मार्ट व्यवस्था में भी देश के सामने मिसाल बनता जा रहा है। - पुष्यमित्र भार्गव, महापौर <box>1354 481 1524 648</box>
students-col1: पीपुल्स संवाददाता ● इंदौर मो.नं. 9009585701 प्रदेश के सभी कॉलेज और विश्वविद्यालयों के विद्यार्थियों के लिए एक बड़ी खबर है। उच्च शिक्षा विभाग ने निर्देश जारी किए हैं। अब स्वयं पोर्टल पर पंजीयन अनिवार्य होगा। इस फैसले का मकसद छात्रों को गुणवत्तापूर्ण ऑनलाइन शिक्षा से जोड़ना और उन्हें राष्ट्रीय स्तर के शिक्षकों व कंटेंट से लाभान्वित करना है। इससे यह स्पष्ट है कि बदलाव के साथ चुनौतियां भी हैं, लेकिन यह कदम छात्रों के समग्र विकास और बहुआयामी शिक्षा की दिशा में मील का पत्थर साबित हो सकता है। ऑनलाइन शिक्षा की ओर यह बढ़ता कदम न केवल <box>800 1012 974 1395</box>
bus-story <box>978 76 1524 674</box>
registration-mark-magenta <box>779 2363 792 2375</box>
